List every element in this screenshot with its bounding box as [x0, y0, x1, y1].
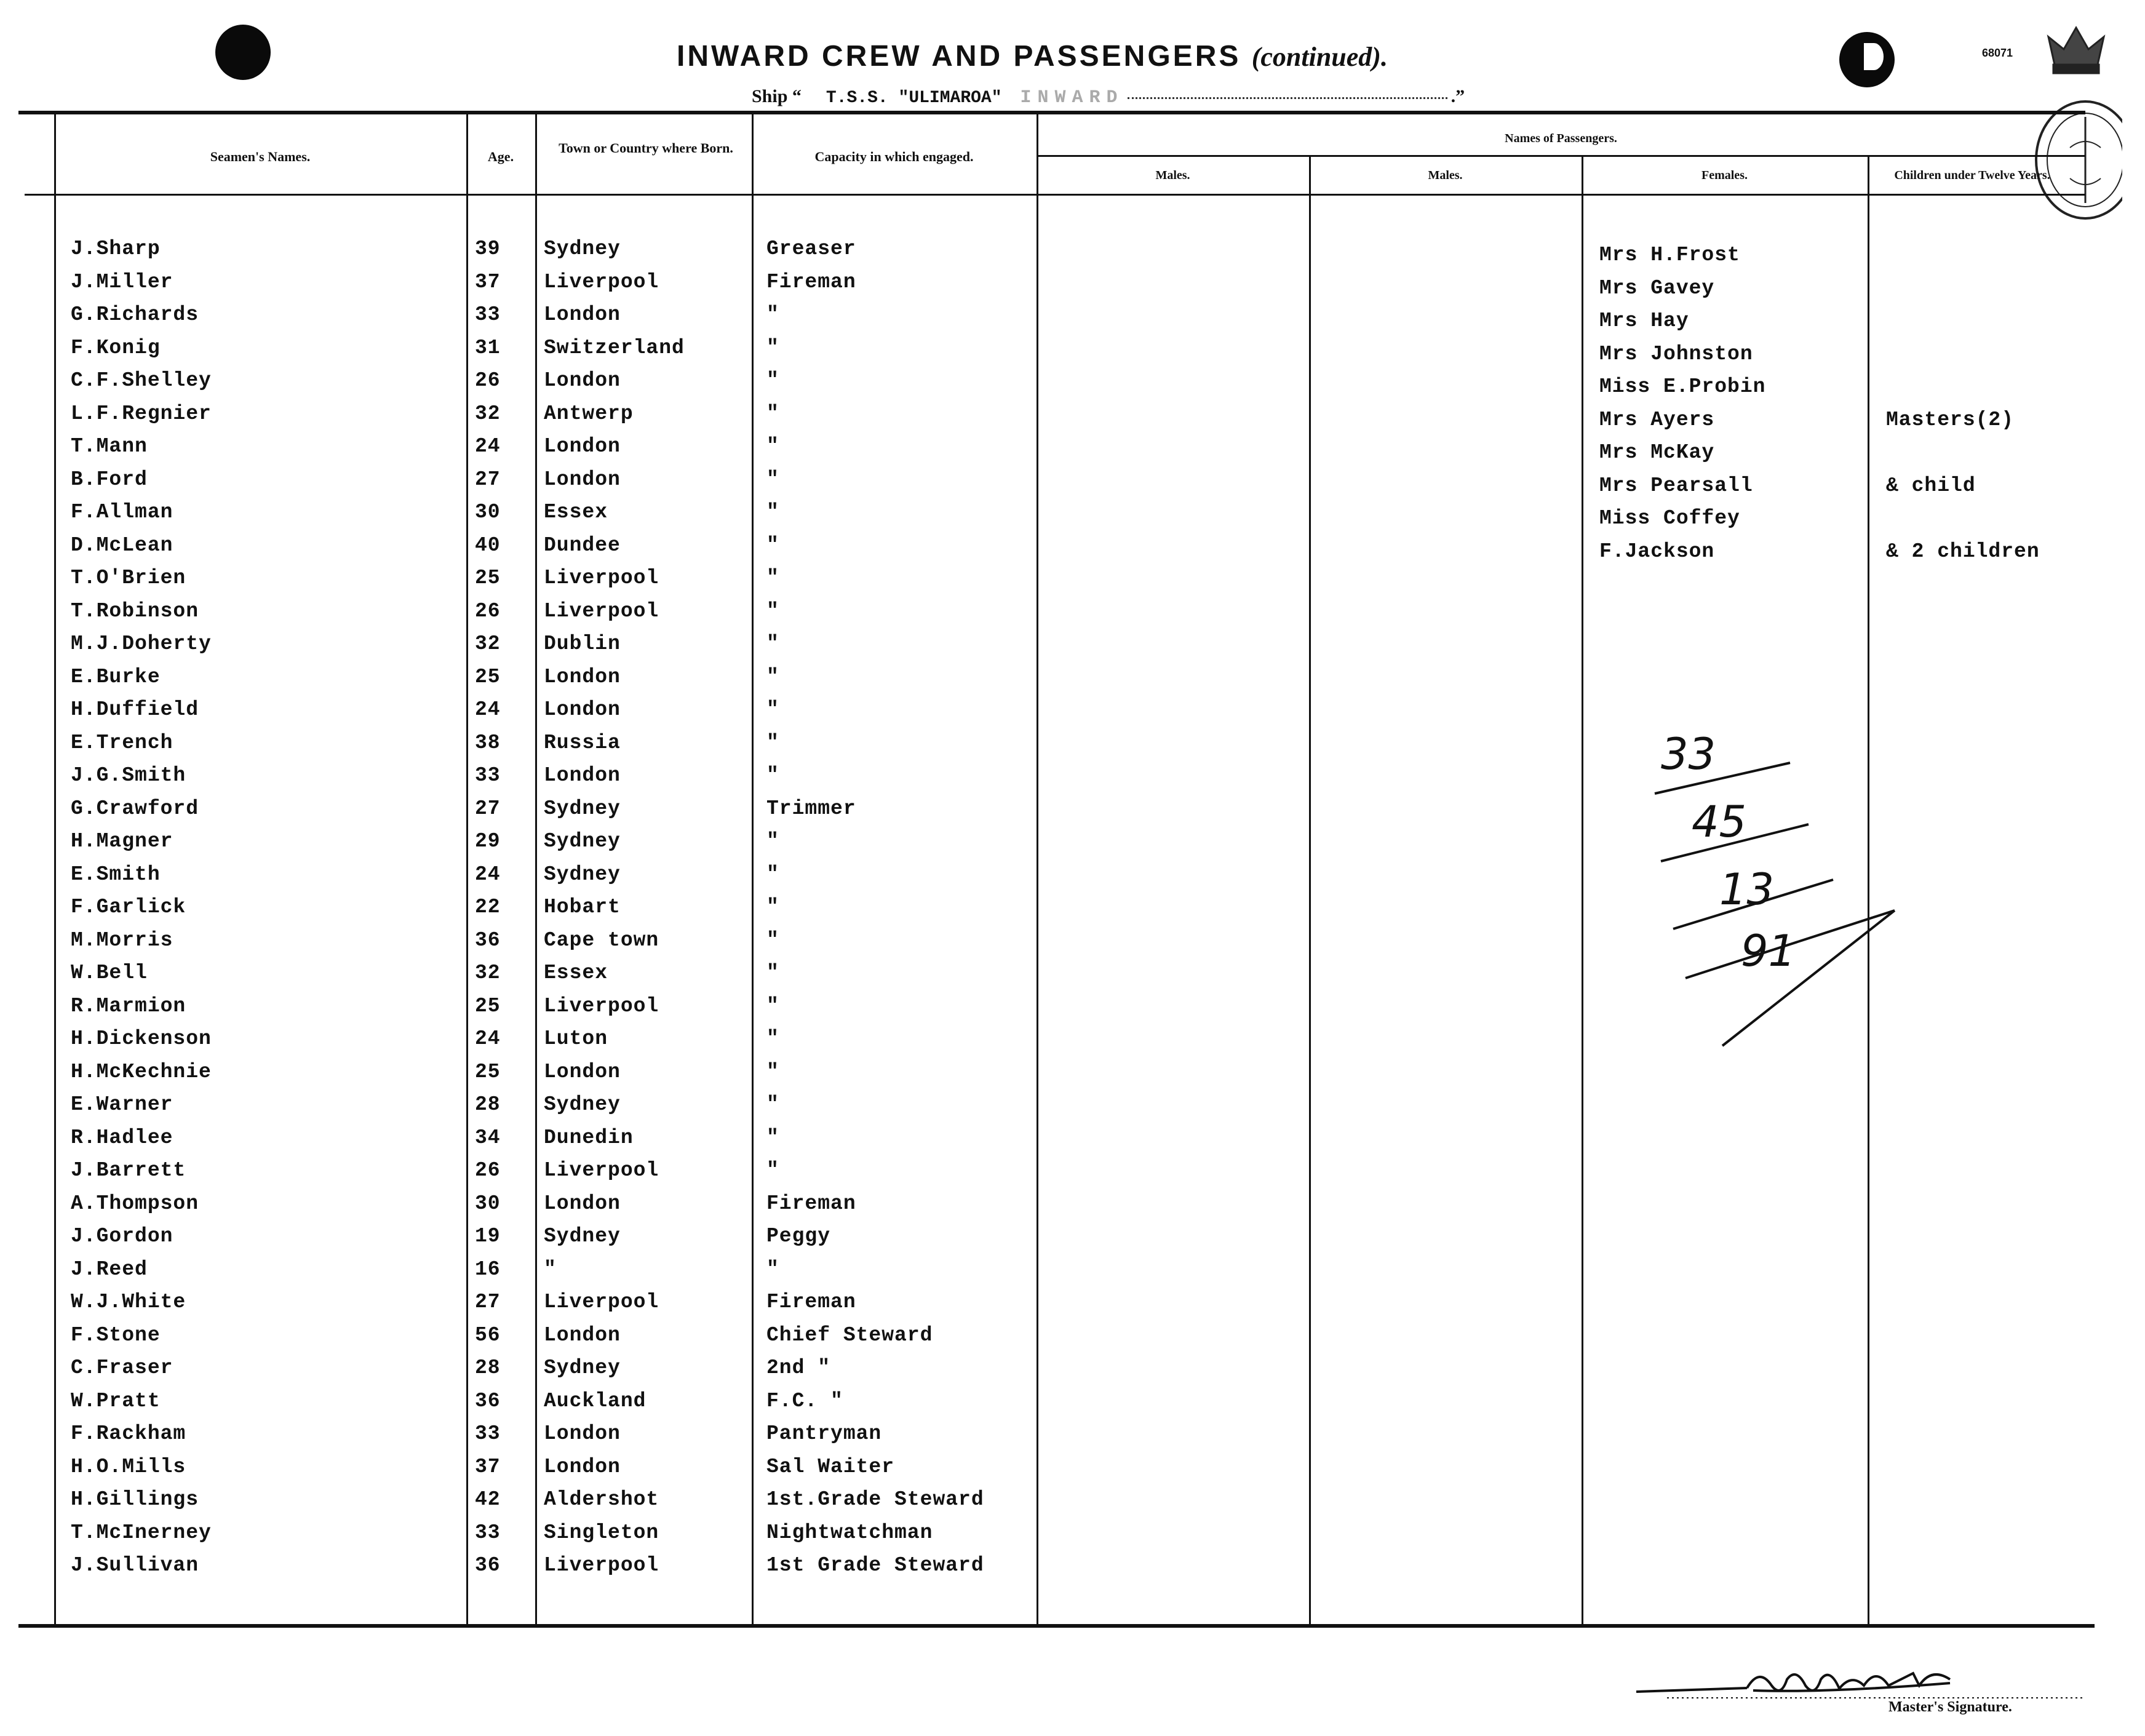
- crew-name: H.Gillings: [71, 1488, 199, 1511]
- crew-name: F.Konig: [71, 336, 161, 359]
- crew-age: 25: [475, 1060, 501, 1083]
- crew-town: London: [544, 698, 621, 721]
- crew-town: Sydney: [544, 1225, 621, 1248]
- female-passenger: Mrs Hay: [1599, 309, 1689, 332]
- crew-capacity: ": [766, 928, 779, 952]
- crew-name: L.F.Regnier: [71, 402, 212, 425]
- bottom-rule: [18, 1624, 2095, 1628]
- ship-line: Ship “ T.S.S. "ULIMAROA" INWARD .”: [752, 86, 1465, 108]
- crew-row: [0, 1093, 2145, 1125]
- crew-row: [0, 666, 2145, 698]
- crew-name: H.Magner: [71, 830, 173, 853]
- crew-age: 31: [475, 336, 501, 359]
- crew-row: [0, 336, 2145, 368]
- crew-capacity: ": [766, 1126, 779, 1149]
- tally-value-1: 33: [1661, 729, 1716, 779]
- crew-age: 37: [475, 270, 501, 293]
- crew-age: 28: [475, 1356, 501, 1379]
- crew-age: 27: [475, 797, 501, 820]
- crew-age: 26: [475, 1159, 501, 1182]
- crew-row: [0, 1390, 2145, 1422]
- title-continued: (continued).: [1251, 42, 1388, 72]
- tally-value-2: 45: [1692, 797, 1747, 847]
- header-males-1: Males.: [1155, 169, 1190, 182]
- crew-town: Sydney: [544, 237, 621, 260]
- crew-age: 19: [475, 1225, 501, 1248]
- crew-capacity: ": [766, 402, 779, 425]
- crew-age: 16: [475, 1257, 501, 1281]
- header-passengers-group: Names of Passengers.: [1505, 132, 1617, 145]
- crew-name: R.Marmion: [71, 994, 186, 1017]
- crew-capacity: ": [766, 1159, 779, 1182]
- crew-town: Luton: [544, 1027, 608, 1050]
- crew-age: 29: [475, 830, 501, 853]
- tally-strokes: [1655, 763, 1895, 1046]
- crew-row: [0, 402, 2145, 434]
- crew-age: 36: [475, 1389, 501, 1412]
- crew-capacity: Fireman: [766, 270, 856, 293]
- crew-age: 26: [475, 599, 501, 623]
- female-passenger: Mrs Ayers: [1599, 408, 1715, 431]
- crew-age: 56: [475, 1323, 501, 1347]
- crew-town: Liverpool: [544, 270, 659, 293]
- crew-age: 38: [475, 731, 501, 754]
- signature-label: Master's Signature.: [1888, 1699, 2012, 1715]
- crew-town: Liverpool: [544, 1554, 659, 1577]
- crew-name: A.Thompson: [71, 1192, 199, 1215]
- crew-row: [0, 369, 2145, 401]
- crew-row: [0, 1192, 2145, 1224]
- crew-town: London: [544, 1455, 621, 1478]
- crew-age: 36: [475, 1554, 501, 1577]
- crew-capacity: ": [766, 862, 779, 886]
- crew-row: [0, 1061, 2145, 1093]
- crew-row: [0, 435, 2145, 467]
- crew-name: H.Dickenson: [71, 1027, 212, 1050]
- crew-capacity: ": [766, 468, 779, 491]
- crew-town: Liverpool: [544, 599, 659, 623]
- crew-town: Liverpool: [544, 994, 659, 1017]
- crew-age: 32: [475, 402, 501, 425]
- crew-name: F.Stone: [71, 1323, 161, 1347]
- children-entry: & 2 children: [1886, 540, 2040, 563]
- crew-row: [0, 271, 2145, 303]
- crew-age: 33: [475, 764, 501, 787]
- header-bottom-rule: [25, 194, 2085, 196]
- crew-age: 32: [475, 632, 501, 655]
- header-age: Age.: [487, 149, 514, 164]
- crew-capacity: ": [766, 1027, 779, 1050]
- crew-name: W.J.White: [71, 1291, 186, 1313]
- header-seamen-names: Seamen's Names.: [210, 149, 311, 164]
- crew-age: 30: [475, 501, 501, 524]
- crew-name: W.Bell: [71, 962, 148, 984]
- punch-hole-right: [1839, 32, 1895, 87]
- crew-capacity: ": [766, 533, 779, 557]
- crew-town: Sydney: [544, 797, 621, 820]
- crew-name: G.Crawford: [71, 797, 199, 820]
- crew-town: Dublin: [544, 632, 621, 655]
- crew-age: 24: [475, 862, 501, 886]
- crew-name: J.Sharp: [71, 237, 161, 260]
- header-children: Children under Twelve Years.: [1894, 169, 2050, 182]
- female-passenger: Miss E.Probin: [1599, 375, 1766, 398]
- crew-age: 25: [475, 994, 501, 1017]
- tally-value-4: 91: [1741, 926, 1796, 976]
- crew-age: 37: [475, 1455, 501, 1478]
- crew-row: [0, 600, 2145, 632]
- crew-row: [0, 468, 2145, 500]
- crew-capacity: Sal Waiter: [766, 1455, 895, 1478]
- crew-row: [0, 501, 2145, 533]
- crew-town: ": [544, 1257, 557, 1281]
- crew-name: E.Warner: [71, 1093, 173, 1116]
- crew-name: H.O.Mills: [71, 1455, 186, 1478]
- crew-age: 40: [475, 533, 501, 557]
- crown-stamp-icon: [2030, 18, 2122, 221]
- crew-age: 25: [475, 665, 501, 688]
- crew-capacity: Fireman: [766, 1192, 856, 1215]
- crew-capacity: Pantryman: [766, 1422, 882, 1445]
- crew-town: London: [544, 468, 621, 491]
- children-entry: & child: [1886, 474, 1976, 497]
- crew-town: London: [544, 303, 621, 326]
- crew-town: Russia: [544, 731, 621, 754]
- crew-name: E.Trench: [71, 731, 173, 754]
- crew-name: J.G.Smith: [71, 764, 186, 787]
- crew-name: J.Gordon: [71, 1225, 173, 1248]
- crew-row: [0, 1554, 2145, 1586]
- crew-name: H.McKechnie: [71, 1060, 212, 1083]
- crew-town: Essex: [544, 962, 608, 984]
- crew-age: 26: [475, 369, 501, 392]
- female-passenger: Mrs Johnston: [1599, 342, 1753, 365]
- crew-name: G.Richards: [71, 303, 199, 326]
- crew-age: 42: [475, 1488, 501, 1511]
- crew-age: 25: [475, 567, 501, 589]
- crew-row: [0, 237, 2145, 269]
- punch-hole-left: [215, 25, 271, 80]
- crew-row: [0, 567, 2145, 599]
- tally-value-3: 13: [1719, 864, 1775, 915]
- crew-name: E.Smith: [71, 862, 161, 886]
- crew-capacity: 1st.Grade Steward: [766, 1488, 984, 1511]
- crew-age: 39: [475, 237, 501, 260]
- crew-name: F.Allman: [71, 501, 173, 524]
- header-capacity: Capacity in which engaged.: [814, 149, 974, 164]
- crew-town: London: [544, 435, 621, 458]
- crew-town: Singleton: [544, 1521, 659, 1544]
- title-main: INWARD CREW AND PASSENGERS: [677, 40, 1241, 73]
- crew-age: 28: [475, 1093, 501, 1116]
- crew-capacity: ": [766, 501, 779, 524]
- crew-age: 36: [475, 928, 501, 952]
- crew-capacity: ": [766, 1060, 779, 1083]
- crew-capacity: Greaser: [766, 237, 856, 260]
- crew-row: [0, 1521, 2145, 1553]
- female-passenger: Mrs Pearsall: [1599, 474, 1753, 497]
- ship-label: Ship: [752, 86, 788, 106]
- crew-name: T.Robinson: [71, 599, 199, 623]
- crew-name: M.Morris: [71, 928, 173, 952]
- handwritten-tally: [1649, 720, 1907, 1064]
- crew-name: F.Rackham: [71, 1422, 186, 1445]
- crew-row: [0, 1258, 2145, 1290]
- crew-age: 33: [475, 303, 501, 326]
- crew-age: 32: [475, 962, 501, 984]
- crew-capacity: Nightwatchman: [766, 1521, 933, 1544]
- crew-age: 27: [475, 1291, 501, 1313]
- crew-capacity: ": [766, 994, 779, 1017]
- crew-town: Liverpool: [544, 567, 659, 589]
- crew-town: Switzerland: [544, 336, 685, 359]
- crew-town: Liverpool: [544, 1291, 659, 1313]
- crew-capacity: 1st Grade Steward: [766, 1554, 984, 1577]
- crew-name: J.Miller: [71, 270, 173, 293]
- crew-town: Dunedin: [544, 1126, 634, 1149]
- crew-town: Sydney: [544, 862, 621, 886]
- crew-capacity: ": [766, 632, 779, 655]
- crew-capacity: Trimmer: [766, 797, 856, 820]
- crew-name: E.Burke: [71, 665, 161, 688]
- crew-capacity: ": [766, 336, 779, 359]
- header-males-2: Males.: [1428, 169, 1463, 182]
- crew-capacity: ": [766, 896, 779, 918]
- crew-row: [0, 1488, 2145, 1520]
- crew-capacity: ": [766, 764, 779, 787]
- crew-name: J.Barrett: [71, 1159, 186, 1182]
- crew-capacity: ": [766, 435, 779, 458]
- crew-town: London: [544, 1192, 621, 1215]
- crew-town: Antwerp: [544, 402, 634, 425]
- crew-row: [0, 632, 2145, 664]
- crew-row: [0, 1422, 2145, 1454]
- crew-age: 34: [475, 1126, 501, 1149]
- crew-town: Liverpool: [544, 1159, 659, 1182]
- crew-town: Sydney: [544, 830, 621, 853]
- crew-capacity: ": [766, 599, 779, 623]
- crew-age: 24: [475, 435, 501, 458]
- female-passenger: F.Jackson: [1599, 540, 1715, 563]
- crew-capacity: F.C. ": [766, 1389, 843, 1412]
- crew-age: 33: [475, 1422, 501, 1445]
- form-number: 68071: [1982, 47, 2013, 59]
- crew-row: [0, 1225, 2145, 1257]
- crew-town: Dundee: [544, 533, 621, 557]
- crew-row: [0, 303, 2145, 335]
- crew-age: 24: [475, 698, 501, 721]
- crew-row: [0, 1455, 2145, 1487]
- crew-town: London: [544, 764, 621, 787]
- crew-age: 27: [475, 468, 501, 491]
- crew-name: F.Garlick: [71, 896, 186, 918]
- crew-name: C.Fraser: [71, 1356, 173, 1379]
- crew-capacity: ": [766, 369, 779, 392]
- crew-town: London: [544, 1323, 621, 1347]
- master-signature: [1630, 1661, 2098, 1729]
- crew-town: London: [544, 1422, 621, 1445]
- children-entry: Masters(2): [1886, 408, 2015, 431]
- crew-name: B.Ford: [71, 468, 148, 491]
- passenger-group-rule: [1037, 155, 2085, 157]
- crew-name: W.Pratt: [71, 1389, 161, 1412]
- crew-town: London: [544, 665, 621, 688]
- crew-town: Aldershot: [544, 1488, 659, 1511]
- crew-capacity: 2nd ": [766, 1356, 831, 1379]
- crew-name: T.O'Brien: [71, 567, 186, 589]
- female-passenger: Mrs H.Frost: [1599, 244, 1740, 266]
- ship-name: T.S.S. "ULIMAROA": [826, 89, 1002, 108]
- crew-name: C.F.Shelley: [71, 369, 212, 392]
- crew-age: 30: [475, 1192, 501, 1215]
- crew-name: D.McLean: [71, 533, 173, 557]
- crew-town: Cape town: [544, 928, 659, 952]
- header-town: Town or Country where Born.: [559, 140, 733, 156]
- crew-capacity: ": [766, 567, 779, 589]
- crew-capacity: ": [766, 698, 779, 721]
- crew-row: [0, 1291, 2145, 1323]
- header-females: Females.: [1701, 169, 1748, 182]
- crew-row: [0, 1159, 2145, 1191]
- crew-name: T.McInerney: [71, 1521, 212, 1544]
- top-rule: [18, 111, 2085, 114]
- crew-row: [0, 1356, 2145, 1388]
- crew-name: H.Duffield: [71, 698, 199, 721]
- crew-town: Essex: [544, 501, 608, 524]
- crew-name: J.Sullivan: [71, 1554, 199, 1577]
- crew-capacity: ": [766, 1093, 779, 1116]
- crew-name: M.J.Doherty: [71, 632, 212, 655]
- crew-capacity: Chief Steward: [766, 1323, 933, 1347]
- female-passenger: Miss Coffey: [1599, 507, 1740, 530]
- crew-capacity: ": [766, 731, 779, 754]
- crew-town: London: [544, 1060, 621, 1083]
- crew-age: 22: [475, 896, 501, 918]
- female-passenger: Mrs McKay: [1599, 441, 1715, 464]
- crew-row: [0, 534, 2145, 566]
- crew-town: London: [544, 369, 621, 392]
- crew-town: Hobart: [544, 896, 621, 918]
- crew-name: T.Mann: [71, 435, 148, 458]
- crew-capacity: ": [766, 665, 779, 688]
- crew-name: J.Reed: [71, 1257, 148, 1281]
- crew-town: Sydney: [544, 1093, 621, 1116]
- crew-town: Auckland: [544, 1389, 647, 1412]
- crew-capacity: ": [766, 303, 779, 326]
- crew-row: [0, 1126, 2145, 1158]
- female-passenger: Mrs Gavey: [1599, 276, 1715, 300]
- crew-capacity: ": [766, 962, 779, 984]
- crew-capacity: ": [766, 1257, 779, 1281]
- crew-capacity: ": [766, 830, 779, 853]
- crew-town: Sydney: [544, 1356, 621, 1379]
- crew-row: [0, 1324, 2145, 1356]
- crew-capacity: Peggy: [766, 1225, 831, 1248]
- crew-age: 33: [475, 1521, 501, 1544]
- ship-overwritten-text: INWARD: [1020, 87, 1124, 108]
- crew-age: 24: [475, 1027, 501, 1050]
- crew-name: R.Hadlee: [71, 1126, 173, 1149]
- page-title: [677, 39, 1388, 73]
- crew-capacity: Fireman: [766, 1291, 856, 1313]
